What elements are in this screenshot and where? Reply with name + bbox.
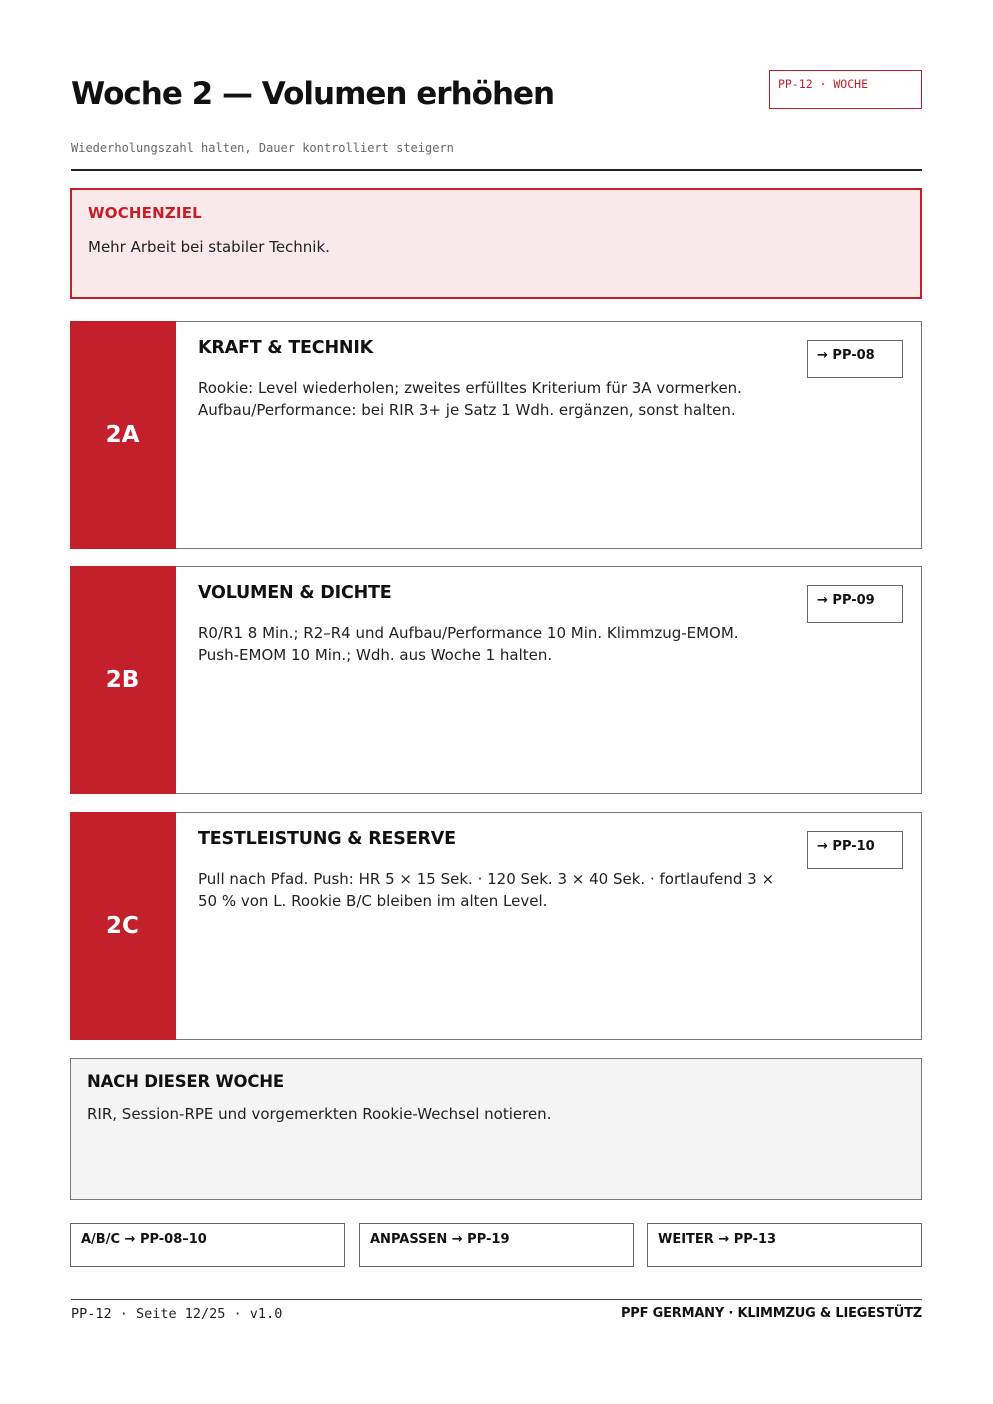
session-ref-link-2c[interactable]: → PP-10	[807, 831, 903, 869]
session-title-2b: VOLUMEN & DICHTE	[198, 583, 392, 603]
weekly-goal-heading: WOCHENZIEL	[88, 204, 202, 222]
weekly-goal-box	[70, 188, 922, 299]
session-ref-link-2b[interactable]: → PP-09	[807, 585, 903, 623]
session-title-2c: TESTLEISTUNG & RESERVE	[198, 829, 456, 849]
weekly-goal-text: Mehr Arbeit bei stabiler Technik.	[88, 238, 330, 256]
footer-page-info: PP-12 · Seite 12/25 · v1.0	[71, 1306, 283, 1322]
footer-divider	[71, 1299, 922, 1300]
session-block-2b	[70, 566, 922, 794]
session-id-2a: 2A	[70, 321, 176, 549]
session-title-2a: KRAFT & TECHNIK	[198, 338, 374, 358]
session-id-2b: 2B	[70, 566, 176, 794]
session-description-2c	[198, 869, 798, 912]
after-week-box	[70, 1058, 922, 1200]
session-line: R0/R1 8 Min.; R2–R4 und Aufbau/Performance 10 Min. Klimmzug-EMOM.	[198, 624, 739, 642]
session-block-2c	[70, 812, 922, 1040]
session-description-2a	[198, 378, 798, 421]
session-id-2c: 2C	[70, 812, 176, 1040]
page-subtitle: Wiederholungszahl halten, Dauer kontrolliert steigern	[71, 141, 454, 155]
session-ref-link-2a[interactable]: → PP-08	[807, 340, 903, 378]
nav-abc-link[interactable]: A/B/C → PP-08–10	[70, 1223, 345, 1267]
session-line: Aufbau/Performance: bei RIR 3+ je Satz 1 Wdh. ergänzen, sonst halten.	[198, 400, 736, 419]
footer-brand: PPF GERMANY · KLIMMZUG & LIEGESTÜTZ	[620, 1306, 922, 1321]
session-line: Pull nach Pfad. Push: HR 5 × 15 Sek. · 120 Sek. 3 × 40 Sek. · fortlaufend 3 ×	[198, 870, 775, 888]
session-description-2b	[198, 623, 798, 666]
session-line: 50 % von L. Rookie B/C bleiben im alten Level.	[198, 891, 548, 910]
page-code-badge: PP-12 · WOCHE	[769, 70, 922, 109]
session-line: Rookie: Level wiederholen; zweites erfülltes Kriterium für 3A vormerken.	[198, 379, 742, 397]
page-title: Woche 2 — Volumen erhöhen	[71, 76, 555, 112]
session-block-2a	[70, 321, 922, 549]
header-divider	[71, 169, 922, 171]
after-week-heading: NACH DIESER WOCHE	[87, 1072, 284, 1091]
nav-adjust-link[interactable]: ANPASSEN → PP-19	[359, 1223, 634, 1267]
nav-next-link[interactable]: WEITER → PP-13	[647, 1223, 922, 1267]
after-week-text: RIR, Session-RPE und vorgemerkten Rookie-Wechsel notieren.	[87, 1105, 552, 1123]
session-line: Push-EMOM 10 Min.; Wdh. aus Woche 1 halten.	[198, 645, 553, 664]
